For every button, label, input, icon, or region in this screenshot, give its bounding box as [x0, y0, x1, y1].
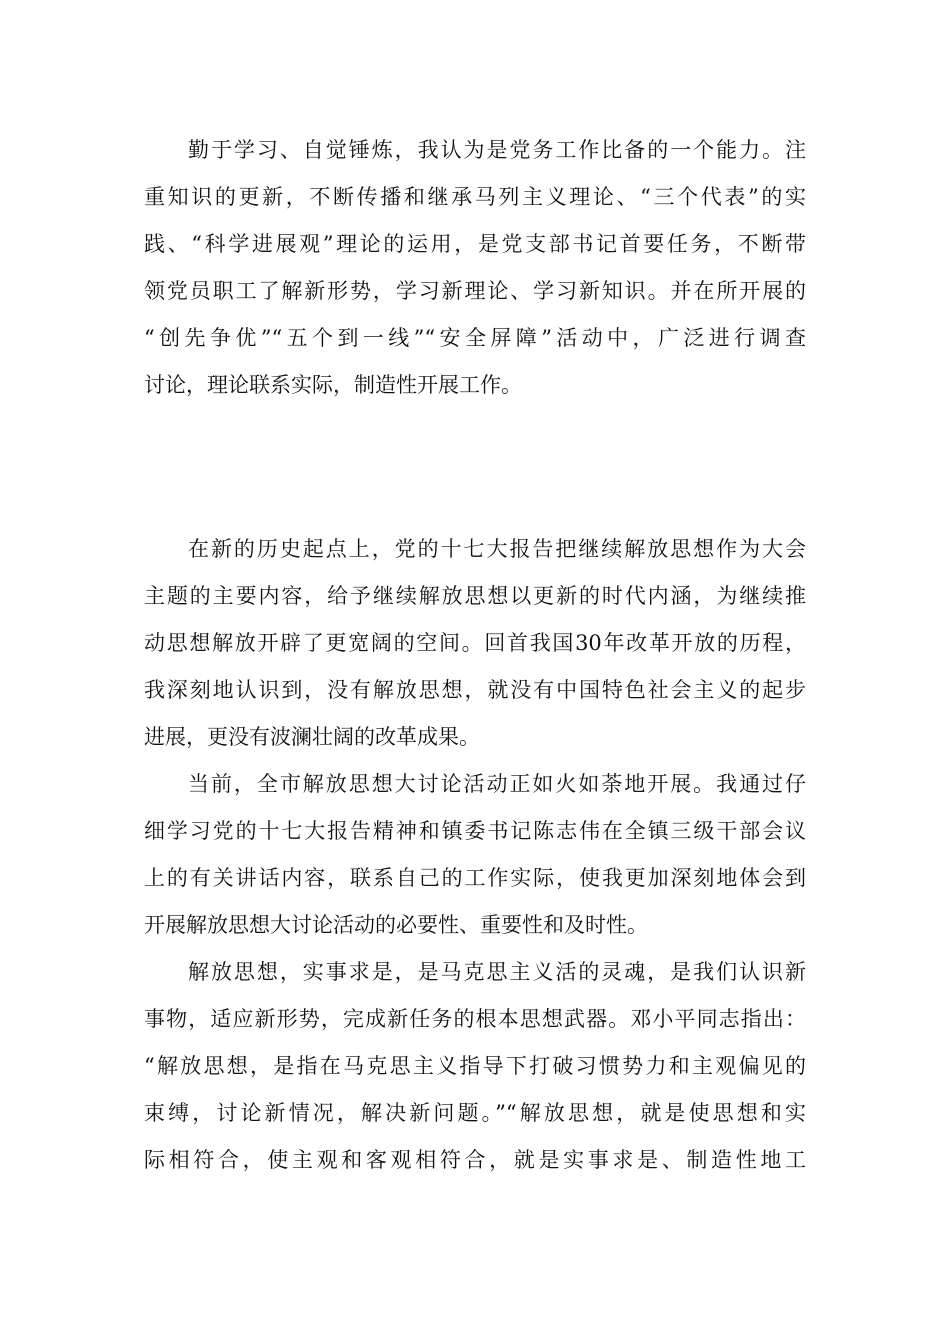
text-line: 解放思想，实事求是，是马克思主义活的灵魂，是我们认识新	[188, 960, 806, 984]
text-line: 开展解放思想大讨论活动的必要性、重要性和及时性。	[144, 913, 648, 937]
text-line: 主题的主要内容，给予继续解放思想以更新的时代内涵，为继续推	[144, 584, 806, 608]
text-line: 践、“科学进展观”理论的运用，是党支部书记首要任务，不断带	[144, 232, 806, 256]
text-line: 我深刻地认识到，没有解放思想，就没有中国特色社会主义的起步	[144, 678, 806, 702]
text-line: 在新的历史起点上，党的十七大报告把继续解放思想作为大会	[188, 537, 806, 561]
text-line: “创先争优”“五个到一线”“安全屏障”活动中，广泛进行调查	[144, 326, 806, 350]
text-line: 讨论，理论联系实际，制造性开展工作。	[144, 373, 522, 397]
text-line: 领党员职工了解新形势，学习新理论、学习新知识。并在所开展的	[144, 279, 806, 303]
text-line: 动思想解放开辟了更宽阔的空间。回首我国30年改革开放的历程，	[144, 631, 806, 655]
text-line: 际相符合，使主观和客观相符合，就是实事求是、制造性地工	[144, 1148, 806, 1172]
text-line: 束缚，讨论新情况，解决新问题。”“解放思想，就是使思想和实	[144, 1101, 806, 1125]
text-line: 事物，适应新形势，完成新任务的根本思想武器。邓小平同志指出：	[144, 1007, 806, 1031]
text-line: 细学习党的十七大报告精神和镇委书记陈志伟在全镇三级干部会议	[144, 819, 806, 843]
paragraph-block-1	[144, 127, 806, 409]
text-line: 重知识的更新，不断传播和继承马列主义理论、“三个代表”的实	[144, 185, 806, 209]
paragraph-block-2	[144, 526, 806, 1184]
text-line: 进展，更没有波澜壮阔的改革成果。	[144, 725, 480, 749]
text-line: 勤于学习、自觉锤炼，我认为是党务工作比备的一个能力。注	[188, 138, 806, 162]
text-line: 当前，全市解放思想大讨论活动正如火如荼地开展。我通过仔	[188, 772, 806, 796]
text-line: 上的有关讲话内容，联系自己的工作实际，使我更加深刻地体会到	[144, 866, 806, 890]
text-line: “解放思想，是指在马克思主义指导下打破习惯势力和主观偏见的	[144, 1054, 806, 1078]
